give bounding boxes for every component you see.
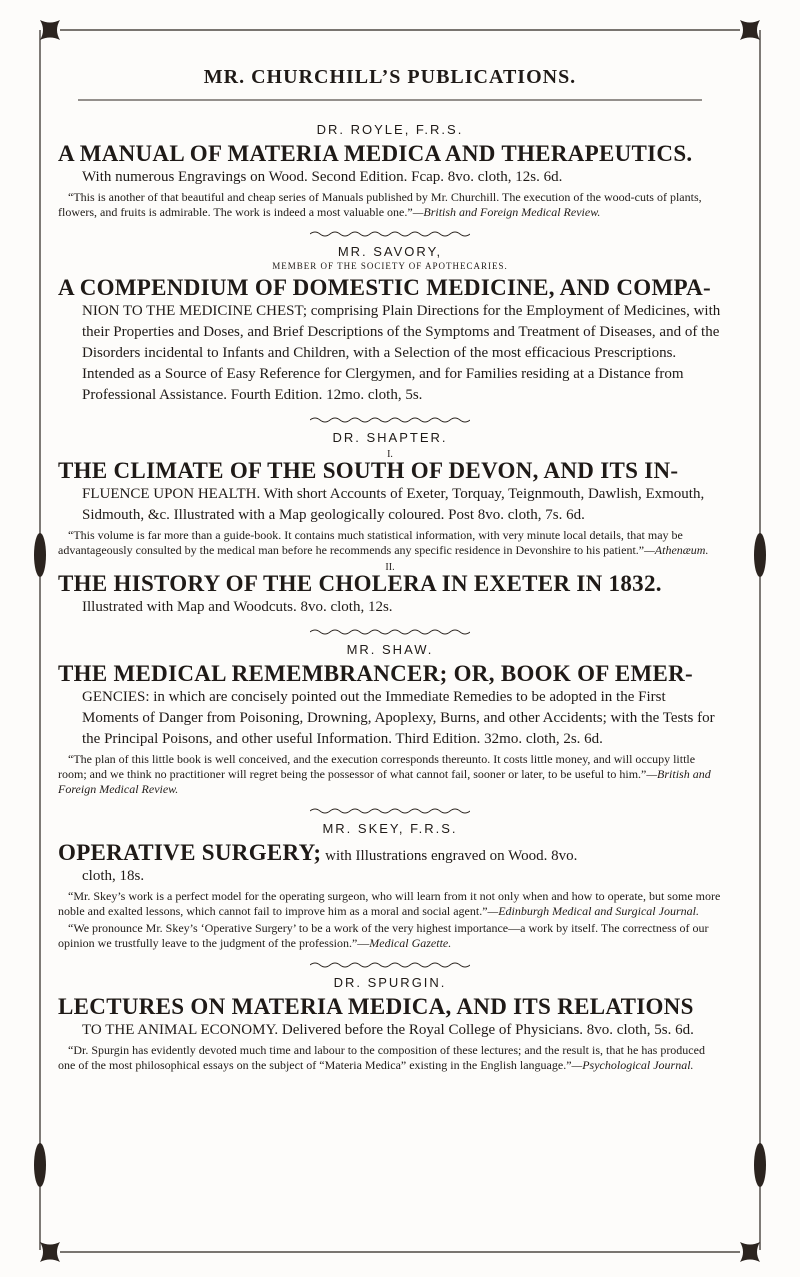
entry-savory: [58, 244, 722, 406]
entry-royle: [58, 122, 722, 220]
review-source: —Athenæum.: [644, 543, 709, 557]
review: “This volume is far more than a guide-book. It contains much statistical information, with very minute local details, that may be advantageously consulted by the medical man before he recommends any specific residence in Devonshire to his patient.”—Athenæum.: [58, 528, 709, 557]
review: “Mr. Skey’s work is a perfect model for the operating surgeon, who will learn from it not only when and how to operate, but some more noble and exalted lessons, which cannot fail to improve him as a moral and social agent.”—Edinburgh Medical and Surgical Journal.: [58, 889, 721, 918]
corner-ornament-br: [740, 1242, 760, 1262]
entry-shaw: [58, 642, 722, 797]
book-details: With numerous Engravings on Wood. Second Edition. Fcap. 8vo. cloth, 12s. 6d.: [82, 169, 563, 185]
review: “Dr. Spurgin has evidently devoted much time and labour to the composition of these lectures; and the result is, that he has produced one of the most philosophical essays on the subject of “Materia Medica” existing in the English language.”—Psychological Journal.: [58, 1043, 705, 1072]
entry-shapter: [58, 430, 722, 618]
book-title: A COMPENDIUM OF DOMESTIC MEDICINE, AND COMPA-: [58, 275, 712, 300]
corner-ornament-bl: [40, 1242, 60, 1262]
review-source: Medical Gazette.: [369, 936, 452, 950]
book-title: A MANUAL OF MATERIA MEDICA AND THERAPEUTICS.: [58, 141, 693, 166]
author: DR. ROYLE, F.R.S.: [316, 122, 464, 137]
review-source: —Psychological Journal.: [571, 1058, 694, 1072]
book-title: THE CLIMATE OF THE SOUTH OF DEVON, AND ITS IN-: [58, 458, 679, 483]
author: DR. SPURGIN.: [333, 975, 447, 990]
book-title: OPERATIVE SURGERY;: [58, 840, 322, 865]
wavy-divider: [310, 961, 470, 969]
book-title: THE HISTORY OF THE CHOLERA IN EXETER IN 1832.: [58, 571, 662, 596]
author: MR. SAVORY,: [337, 244, 443, 259]
review: “The plan of this little book is well conceived, and the execution corresponds thereunto. It costs little money, and will occupy little room; and we think no practitioner will regret being the possessor of what cannot fail, sooner or later, to be useful to him.”—British and Foreign Medical Review.: [58, 752, 711, 796]
author: MR. SHAW.: [346, 642, 434, 657]
book-details: FLUENCE UPON HEALTH. With short Accounts of Exeter, Torquay, Teignmouth, Dawlish, Exmouth, Sidmouth, &c. Illustrated with a Map geologically coloured. Post 8vo. cloth, 7s. 6d.: [82, 486, 705, 523]
volume-number: II.: [385, 562, 395, 573]
entry-spurgin: [58, 975, 722, 1073]
wavy-divider: [310, 628, 470, 636]
review: “We pronounce Mr. Skey’s ‘Operative Surgery’ to be a work of the very highest importance—a work by itself. The correctness of our opinion we trustfully leave to the judgment of the profession.”—Medical Gazette.: [58, 921, 709, 950]
wavy-divider: [310, 230, 470, 238]
page-content: [58, 58, 722, 1077]
page-title: MR. CHURCHILL’S PUBLICATIONS.: [203, 66, 577, 88]
author-membership: MEMBER OF THE SOCIETY OF APOTHECARIES.: [272, 261, 508, 271]
book-details: Illustrated with Map and Woodcuts. 8vo. cloth, 12s.: [82, 599, 393, 615]
book-title-line: [58, 840, 722, 866]
author: DR. SHAPTER.: [332, 430, 448, 445]
book-details: GENCIES: in which are concisely pointed out the Immediate Remedies to be adopted in the First Moments of Danger from Poisoning, Drowning, Apoplexy, Burns, and other Accidents; with the Tests for the Principal Poisons, and other useful Information. Third Edition. 32mo. cloth, 2s. 6d.: [82, 689, 715, 747]
wavy-divider: [310, 416, 470, 424]
book-title: LECTURES ON MATERIA MEDICA, AND ITS RELATIONS: [58, 994, 694, 1019]
review-source: —Edinburgh Medical and Surgical Journal.: [487, 904, 699, 918]
header-rule: [58, 89, 722, 111]
corner-ornament-tl: [40, 20, 60, 40]
wavy-divider: [310, 807, 470, 815]
volume-number: I.: [387, 449, 393, 460]
review-source: —British and Foreign Medical Review.: [58, 767, 711, 796]
review-source: —British and Foreign Medical Review.: [412, 205, 601, 219]
book-title: THE MEDICAL REMEMBRANCER; OR, BOOK OF EMER-: [58, 661, 693, 686]
corner-ornament-tr: [740, 20, 760, 40]
review: “This is another of that beautiful and cheap series of Manuals published by Mr. Churchill. The execution of the wood-cuts of plants, flowers, and fruits is admirable. The work is indeed a most valuable one.”—British and Foreign Medical Review.: [58, 190, 702, 219]
book-details: cloth, 18s.: [82, 868, 145, 884]
author: MR. SKEY, F.R.S.: [322, 821, 458, 836]
book-title-rest: with Illustrations engraved on Wood. 8vo.: [321, 848, 578, 864]
entry-skey: [58, 821, 722, 951]
book-details: TO THE ANIMAL ECONOMY. Delivered before the Royal College of Physicians. 8vo. cloth, 5s. 6d.: [82, 1022, 694, 1038]
book-details: NION TO THE MEDICINE CHEST; comprising Plain Directions for the Employment of Medicines, with their Properties and Doses, and Brief Descriptions of the Symptoms and Treatment of Diseases, and of the Disorders incidental to Infants and Children, with a Selection of the most efficacious Prescriptions. Intended as a Source of Easy Reference for Clergymen, and for Families residing at a Distance from Professional Assistance. Fourth Edition. 12mo. cloth, 5s.: [82, 303, 721, 403]
